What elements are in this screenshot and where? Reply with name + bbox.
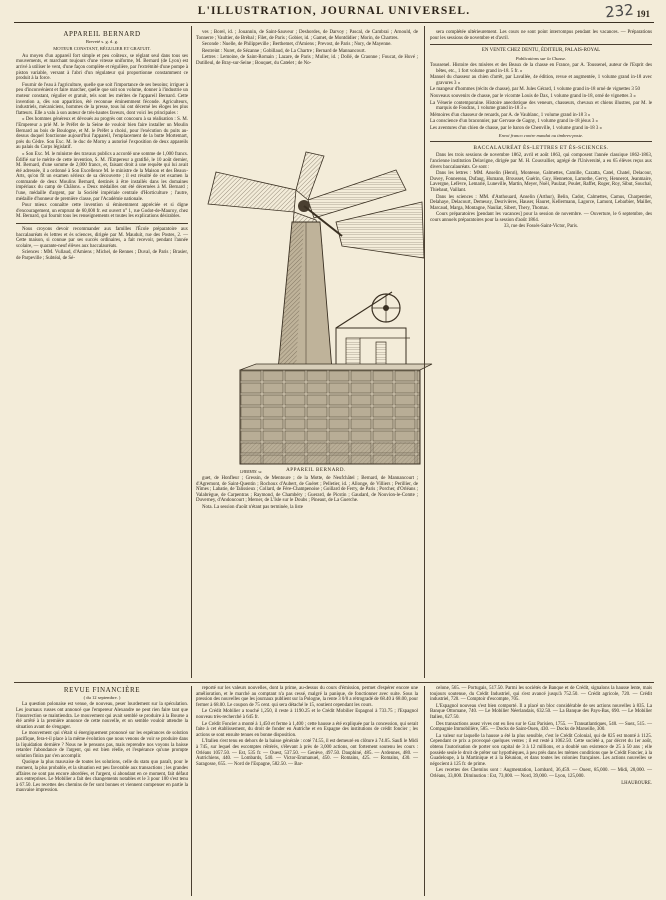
divider — [16, 223, 188, 224]
revue-paragraph: Quoique la plus mauvaise de toutes les solutions, celle du statu quo paraît, pour le moment, la plus probable, et la situation est peu favorable aux transactions ; les grandes affaires ne sont pas encore abordées, et l'argent, si abondant en ce moment, fait défaut aux entreprises. Le Mobilier a fait des changements notables et le 3 pour 100 s'est tenu à 67.50. Les recettes des chemins de fer sont bonnes et viennent compenser en partie la mauvaise impression. — [16, 760, 188, 794]
publisher-title: EN VENTE CHEZ DENTU, ÉDITEUR, PALAIS-ROYAL — [481, 48, 601, 54]
apparatus-paragraph: « Son Exc. M. le ministre des travaux publics a accordé une somme de 1,000 francs. Édifié sur le mérite de cette invention, S. M. l'Empereur a gratifié, le 10 août dernier, M. Bernard, d'une somme de 2,000 francs, et, faisant droit à une requête qui lui avait été adressée, il a ordonné à Son Excellence M. le ministre de la Maison et des Beaux-Arts, qu'on fît un examen sérieux de sa découverte ; il est résulté de cet examen la commande de deux Moulins Bernard, destinés à être installés dans les domaines impériaux du camp de Châlons. » Deux médailles ont été décernées à M. Bernard ; l'une, médaille d'argent, par la Société impériale centrale d'Horticulture ; l'autre, médaille d'honneur de première classe, par l'Académie nationale. — [16, 151, 188, 202]
bacc-title: BACCALAURÉAT ÈS-LETTRES ET ÈS-SCIENCES. — [473, 144, 609, 151]
book-item: Manuel du chasseur au chien d'arrêt, par Lavallée, 4e édition, revue et augmentée, 1 volume grand in-18 avec gravures 3 » — [430, 75, 652, 86]
apparatus-paragraph: Pour mieux connaître cette invention si éminemment appréciée et si digne d'encouragement, un emprunt de 60,000 fr. est ouvert n° 1, rue Godot-de-Mauroy, chez M. Bernard, qui fournit tous les renseignements et toutes les explications désirables. — [16, 203, 188, 220]
revue-paragraph: L'Espagnol nouveau s'est bien comporté. Il a placé un bloc considérable de ses actions nouvelles à 835. La Banque Ottomane, 740. — Le Mobilier Néerlandais, 632.50. — La Banque des Pays-Bas, 690. — Le Mobilier Italien, 627.50. — [430, 703, 652, 720]
revue-paragraph: La question polonaise est venue, de nouveau, peser lourdement sur la spéculation. Les journaux russes ont annoncé que l'empereur Alexandre ne peut rien faire tant que l'insurrection se maintiendra. Le mouvement qui avait semblé se produire à la Bourse a été arrêté à la première annonce de cette nouvelle, et on semble vouloir attendre la situation avant de s'engager. — [16, 702, 188, 730]
results-text: guet, de Honfleur ; Gressin, de Mentoure ; de la Motte, de Neufchâtel ; Bernard, de Mannancourt ; d'Agremont, de Saint-Quentin ; Rochoux d'Aubert, de Guéret ; Pelletier, id. ; Allonge, de Villiers ; Perillier, de Nîmes ; Labatie, de Talissieux ; Collard, de Fère-Champenoise ; Goillard de Ferry, de Paris ; Porcher, d'Orléans ; Valabrègue, de Carpentras ; Raymond, de Chambéry ; Guerard, de Picstin ; Gaudard, de Nouvion-le-Comte ; Duverney, d'Andoncourt ; Merner, de L'Isle sur le Doubs ; Pineaut, de La Guerche. — [196, 476, 418, 504]
publisher-footer: Envoi franco contre mandat ou timbres-poste. — [498, 132, 584, 138]
results-text: ves ; Borel, id. ; Jouannin, de Saint-Sauveur ; Deshordes, de Darvoy ; Pascal, de Cambrai ; Arnould, de Tonnerre ; Vaultier, de Brébal ; Filet, de Paris ; Gobier, id. ; Gamet, de Montdidier ; Morin, de Chartres. — [196, 30, 418, 41]
apparatus-paragraph: Fournir de l'eau à l'agriculture, quelle que soit l'importance de ses besoins; irriguer à peu d'inconvénient et faire marcher, quelle que soit son volume, donner à l'industrie un moteur constant, régulier et gratuit, tels sont les mérites de l'appareil Bernard. Cette invention a, dès son apparition, été reconnue éminemment féconde. Agriculteurs, industriels, mécaniciens, hommes de la presse, tous lui ont décerné les éloges les plus flatteurs. Elle a valu à son auteur de très-hautes faveurs, dont voici les principales : — [16, 82, 188, 116]
publisher-subtitle: Publications sur la Chasse. — [515, 55, 567, 61]
revue-signature: LHAUBOURE. — [621, 780, 652, 786]
windmill-blade — [208, 172, 296, 212]
revue-paragraph: Le Crédit Mobilier a touché 1,250, il reste à 1190.25 et le Crédit Mobilier Espagnol à 733.75 ; l'Espagnol nouveau très-recherché à 645 fr. — [196, 709, 418, 720]
book-item: La Vénerie contemporaine. Histoire anecdotique des veneurs, chasseurs, chevaux et chiens illustres, par M. le marquis de Foudras, 1 volume grand in-18 3 » — [430, 100, 652, 112]
revue-paragraph: L'Italien s'est tenu en dehors de la baisse générale : coté 74.55, il est demeuré en clôture à 74.05. Saufi le Midi à 745, sur lequel des escomptes réitérés, s'élevant à près de 3,000 actions, ont fortement soutenu les cours : Orléans 1057.50. — Est, 535 fr. — Ouest, 537.50. — Genève, 497.50. Dauphiné, 485. — Ardennes, 480. — Autrichiens, 440. — Lombards, 540. — Victor-Emmanuel, 450. — Romains, 425. — Romains, 430. — Saragosse, 655. — Nord de l'Espagne, 582.50. — Bar- — [196, 739, 418, 767]
revue-date: ( du 12 septembre. ) — [83, 695, 121, 700]
results-note: Nota. La session d'août n'étant pas terminée, la liste — [202, 504, 303, 510]
book-item: Les aventures d'un chien de chasse, par le baron de Chenville, 1 volume grand in-18 3 » — [430, 125, 603, 131]
windmill-vane — [336, 202, 424, 258]
financial-review-col3 — [430, 686, 652, 786]
results-text: Seconde : Nuelle, de Philippeville ; Berthemet, d'Amiens ; Prevost, de Paris ; Nory, de Mayenne. — [202, 42, 392, 48]
bacc-paragraph: Dans les trois sessions de novembre 1862, avril et août 1863, qui composent l'année classique 1862-1863, l'ancienne institution Delavigne, dirigée par M. H. Cousvallier, agrégé de l'Université, a eu 65 élèves reçus aux divers baccalauréats. Ce sont : — [430, 153, 652, 170]
book-item: Mémoires d'un chasseur de renards, par A. de Vaublanc, 1 volume grand in-18 3 » — [430, 112, 591, 118]
book-item: Nouveaux souvenirs de chasse, par le vicomte Louis de Dax, 1 volume grand in-18, orné de vignettes 3 » — [430, 93, 636, 99]
revue-title: REVUE FINANCIÈRE — [63, 686, 141, 694]
column-separator — [191, 686, 192, 896]
apparatus-paragraph: « Des hommes généreux et dévoués au progrès ont concouru à sa réalisation : S. M. l'Empereur a prié M. le Préfet de la Seine de vouloir bien faire installer un Moulin Bernard au bois de Boulogne, et M. le Préfet a choisi, pour l'exécution du puits au-dessus duquel fonctionne aujourd'hui l'appareil, l'emplacement de la butte Mortemart, près du Cèdre. Son Exc. M. le duc de Morny a autorisé l'exposition de deux appareils au palais du Corps législatif. — [16, 117, 188, 151]
engraver-signature: LHERMIN. sc. — [240, 470, 263, 474]
apparatus-title: APPAREIL BERNARD — [63, 30, 141, 38]
page-number: 191 — [636, 9, 650, 19]
apparatus-article — [16, 30, 188, 263]
apparatus-subtitle: Breveté s. g. d. g. — [85, 39, 119, 44]
revue-paragraph: celone, 565. — Portugais, 517.50. Parmi les sociétés de Banque et de Crédit, signalons la hausse lente, mais toujours soutenue, du Crédit Industriel, qui s'est avancé jusqu'à 752.50. — Crédit agricole, 720. — Crédit industriel, 720. — Comptoir d'escompte, 705. — [430, 686, 652, 703]
bacc-paragraph: Cours préparatoires [pendant les vacances] pour la session de novembre. — Ouverture, le 6 septembre, des cours annuels préparatoires pour la session d'août 1864. — [430, 212, 652, 223]
results-list-bottom — [196, 476, 418, 512]
section-separator — [14, 682, 654, 683]
column-separator — [424, 686, 425, 896]
results-list-top — [196, 30, 418, 68]
results-text: Lettres : Lemoine, de Saint-Romain ; Lazare, de Paris ; Muller, id. ; Dollé, de Craonne ; Foucat, de Huvé ; Dutilleul, de Bray-sur-Seine ; Bouquet, du Catelet ; de No- — [196, 55, 418, 66]
revue-paragraph: Des transactions assez vives ont eu lieu sur le Gaz Parisien, 1755. — Transatlantiques, 540. — Suez, 515. — Compagnie Immobilière, 585. — Docks de Saint-Ouen, 430. — Docks de Marseille, 300. — [430, 721, 652, 733]
results-text: Restreint : Nuret, de Sézanne ; Gobillaud, de La Chartre ; Bernard de Mannancourt. — [202, 48, 366, 54]
handwritten-stamp: 232 — [604, 0, 635, 22]
school-continuation: sera complétée ultérieurement. Les cours ne sont point interrompus pendant les vacances. — Préparations pour les sessions de novembre et d'avril. — [430, 30, 652, 41]
school-paragraph: Sciences : MM. Vullaud, d'Amiens ; Michel, de Rennes ; Duval, de Paris ; Brasier, de Parpeville ; Subtéal, de Sé- — [16, 250, 188, 261]
apparatus-subtitle2: MOTEUR CONSTANT, RÉGULIER ET GRATUIT. — [53, 46, 151, 52]
right-column — [430, 30, 652, 231]
revue-paragraph: Le mouvement qui s'était si énergiquement prononcé sur les espérances de solution pacifique, fera-t-il place à la même évolution que nous venons de voir se produire dans la liquidation dernière ? Nous ne le pensons pas, mais reprendre nos voyons la baisse retarder l'abondance de l'argent, qui est bien réelle, et l'espérance qu'une prompte solution finira par s'en accomplir. — [16, 731, 188, 759]
apparatus-paragraph: Au moyen d'un appareil fort simple et peu coûteux, se réglant seul dans tous ses mouvements, et marchant toujours d'une vitesse uniforme, M. Bernard (de Lyon) est arrivé à utiliser le vent, d'une façon complète et régulière, par l'extrémité d'une pompe à piston variable, versant à l'abri d'un régulateur qui proportionne constamment ce produit à la force. — [16, 53, 188, 82]
revue-paragraph: Les recettes des Chemins sont : Augmentation, Lombard, 36,459. — Ouest, 85,000. — Midi, 28,000. — Orléans, 33,000. Diminution : Est, 73,000. — Nord, 39,000. — Lyon, 125,000. — [430, 768, 652, 779]
revue-paragraph: Le Crédit Foncier a monté à 1,450 et ferme à 1,400 ; cette hausse a été expliquée par la concession, qui serait faite à cet établissement, du droit de fonder en Autriche et en Espagne des institutions de crédit foncier ; les actions se sont ensuite tenues en bonne disposition. — [196, 721, 418, 738]
book-item: Toussenel. Histoire des misères et des Beaux de la chasse en France, par A. Toussenel, auteur de l'Esprit des bêtes, etc., 1 fort volume grand in-18. 5 fr. » — [430, 63, 652, 74]
school-paragraph: Nous croyons devoir recommander aux familles l'École préparatoire aux baccalauréats ès lettres et ès sciences, dirigée par M. Mauduit, rue des Postes, 2. — Cette maison, si connue par ses succès ordinaires, a fait recevoir, pendant l'année scolaire, — quarante-neuf élèves aux baccalauréats. — [16, 227, 188, 249]
column-separator — [424, 26, 425, 678]
windmill-illustration — [196, 142, 436, 466]
column-separator — [191, 26, 192, 678]
windmill-blade — [296, 152, 324, 200]
divider — [430, 44, 652, 45]
financial-review-col2 — [196, 686, 418, 768]
book-item: Le mangeur d'hommes (récits de chasse), par M. Jules Gérard, 1 volume grand in-18 orné de vignettes 3 50 — [430, 87, 640, 93]
bacc-paragraph: Dans les lettres : MM. Anselin (Henri), Montesse, Galmettes, Camille, Cazatta, Catel, Chatel, Delacour, Duvey, Fonnereau, Dufaug, Humann, Brousset, Guérin, Guy, Henneton, Lamothe, Gervy, Hennerot, Jeanmaire, Lavergne, Lefèvre, Lemarié, Luneville, Martin, Meyer, Noël, Paulzat, Poulet, Raffet, Roger, Roy, Sibut, Souchal, Thiebaut, Vaillant. — [430, 171, 652, 193]
book-item: La conscience d'un braconnier, par Gervase de Gagny, 1 volume grand in-18 jésus 3 » — [430, 119, 598, 125]
financial-review-col1 — [16, 686, 188, 795]
journal-title: L'ILLUSTRATION, JOURNAL UNIVERSEL. — [197, 5, 471, 17]
revue-paragraph: La valeur sur laquelle la hausse a été la plus sensible, c'est le Crédit Colonial, qui de 825 est monté à 1125. Cependant ce prix a provoqué quelques ventes ; il est resté à 1062.50. Cette société a, par décret du 1er août, obtenu l'autorisation de porter son capital de 3 à 12 millions, et a doublé son existence de 25 à 50 ans ; elle possède seule le droit de prêter sur hypothèques, à peu près dans les mêmes conditions que le Crédit Foncier, à la Guadeloupe, à la Martinique et à la Réunion, et dans toutes les colonies françaises. Les actions nouvelles se négocient à 125 fr. de prime. — [430, 733, 652, 767]
bacc-address: 33, rue des Fossés-Saint-Victor, Paris. — [503, 224, 579, 230]
figure-caption: APPAREIL BERNARD. — [286, 468, 346, 473]
bacc-paragraph: Dans les sciences : MM. d'Anthouard, Anselin (Arthur), Belin, Cadot, Calmettes, Camus, Charpentier, Delahaye, Delacourt, Demeusy, Desrivières, Hauser, Hauret, Kellermann, Lagorce, Lamont, Lebarbier, Maillet, Marcaud, Marga, Montagne, Nauliat, Sibert, Thery, Thomas. — [430, 194, 652, 211]
revue-paragraph: reporté sur les valeurs nouvelles, dont la prime, au-dessus du cours d'émission, permet d'espérer encore une amélioration, et le marché au comptant n'a pas cessé, malgré la panique, de fonctionner avec suite. Sous la pression des nouvelles que les journaux publient sur la Pologne, la rente 3 0/0 a rétrogradé de 68.40 à 68.00, pour fermer à 68.00. Le coupon de 75 cent. qui sera détaché le 15, soutient cependant les cours. — [196, 686, 418, 708]
page-header — [14, 2, 654, 23]
divider — [430, 141, 652, 142]
apparatus-engraving — [196, 142, 436, 474]
